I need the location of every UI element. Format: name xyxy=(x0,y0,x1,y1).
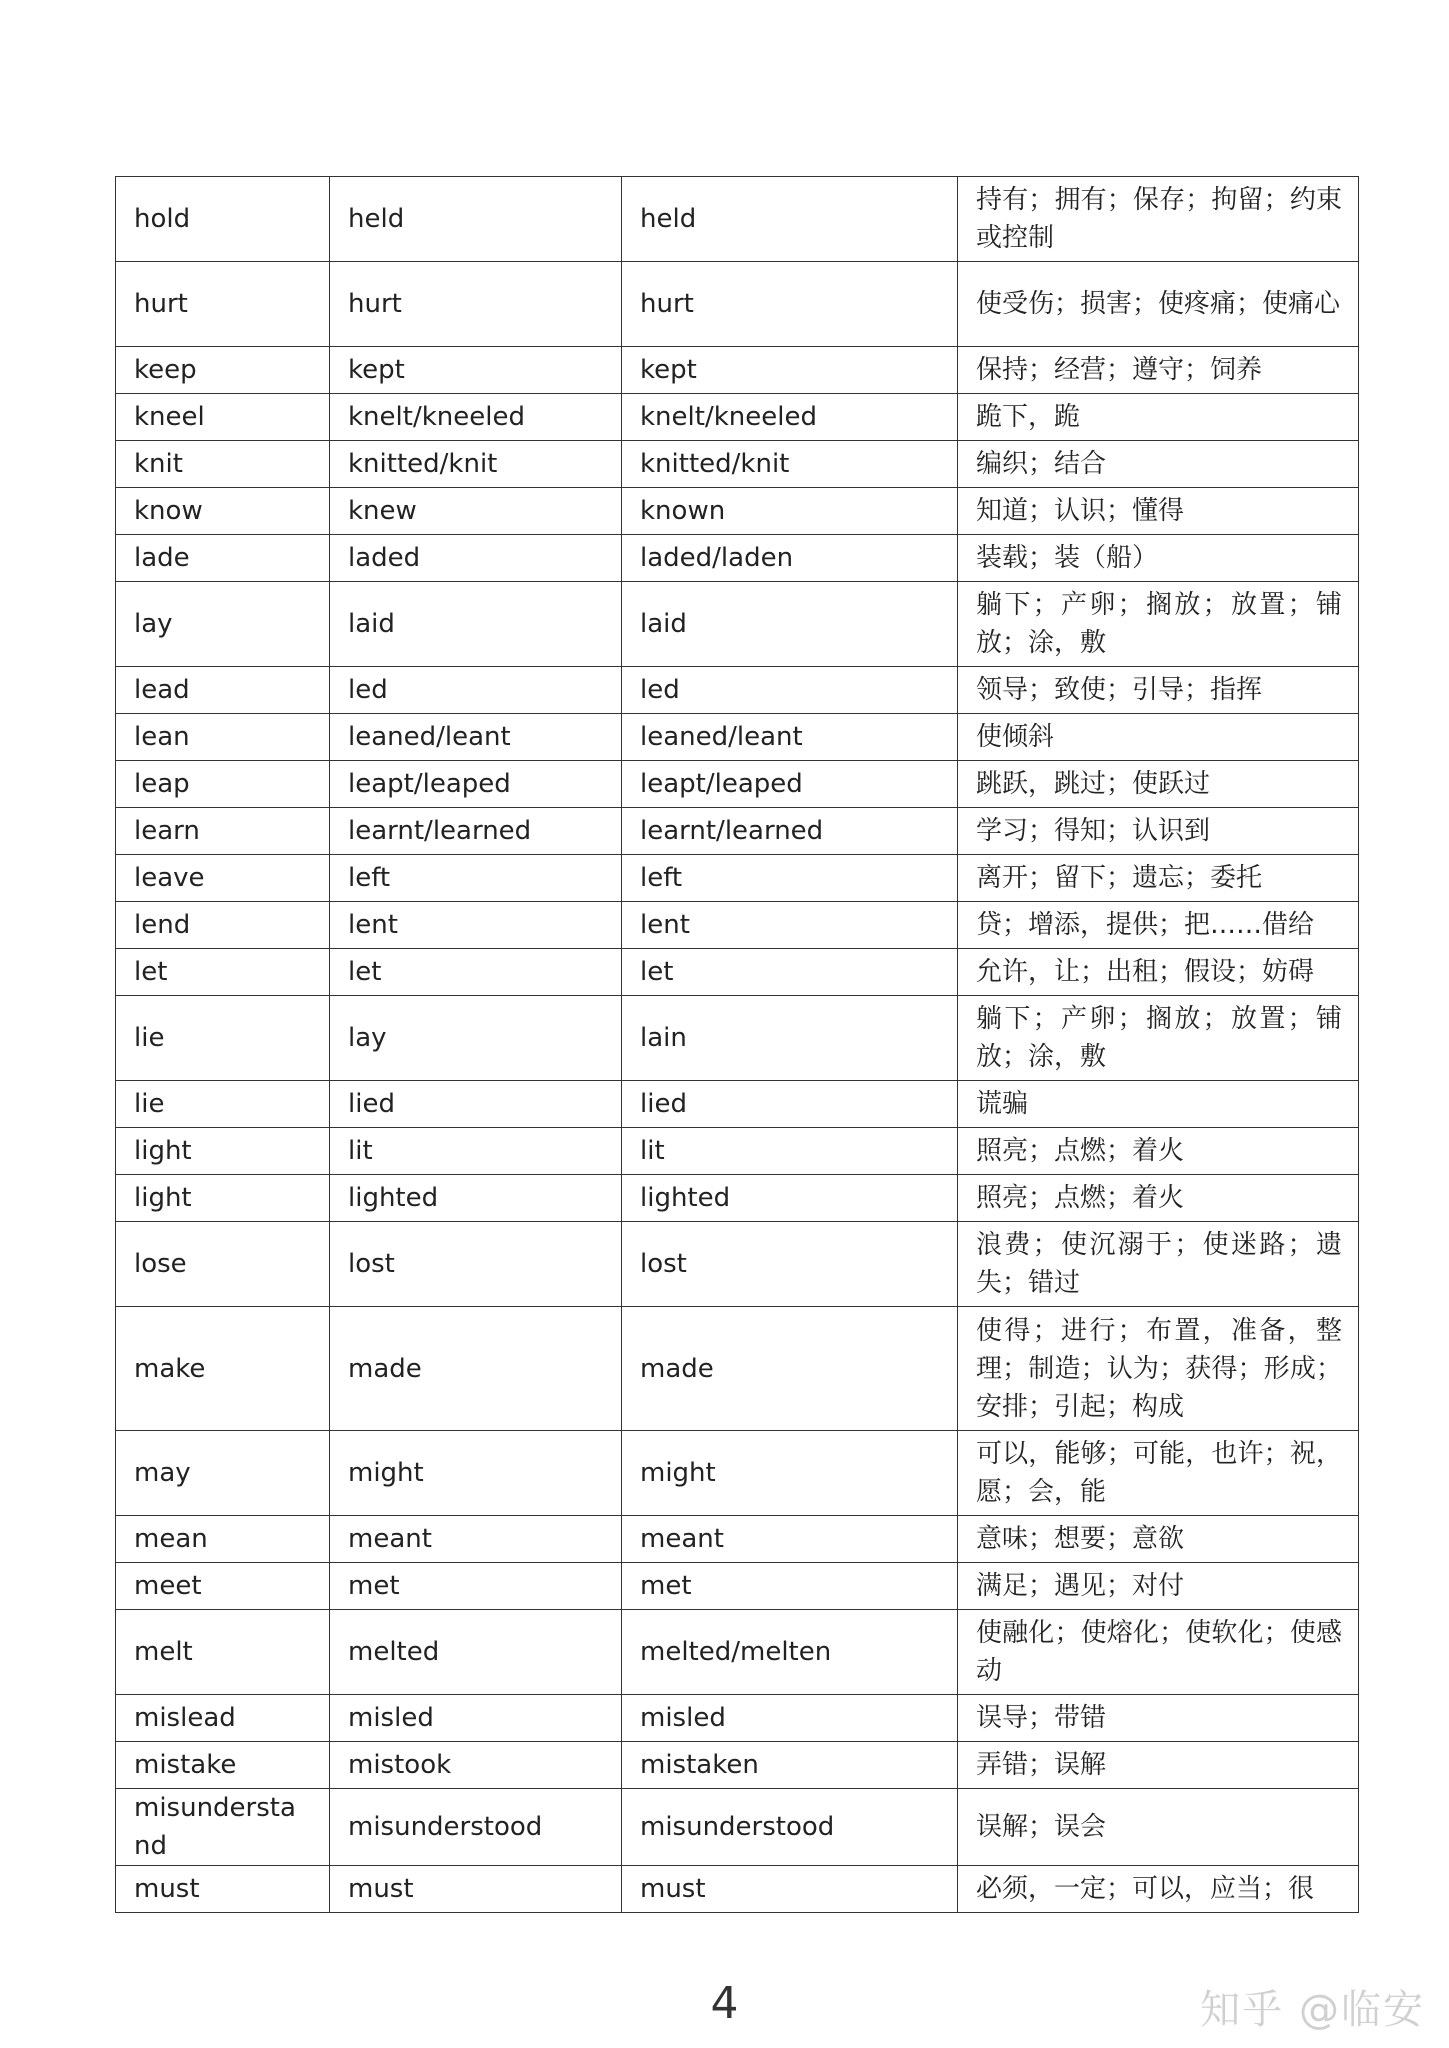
past-participle-cell: leaned/leant xyxy=(622,714,958,761)
meaning-cell: 弄错；误解 xyxy=(958,1742,1359,1789)
base-form-cell: lie xyxy=(116,996,330,1081)
past-tense-cell: lighted xyxy=(330,1175,622,1222)
table-row xyxy=(116,855,1359,902)
table-row xyxy=(116,1742,1359,1789)
table-row xyxy=(116,1222,1359,1307)
past-tense-cell: lent xyxy=(330,902,622,949)
past-tense-cell: knitted/knit xyxy=(330,441,622,488)
table-row xyxy=(116,262,1359,347)
table-row xyxy=(116,394,1359,441)
table-row xyxy=(116,1695,1359,1742)
table-row xyxy=(116,1610,1359,1695)
table-row xyxy=(116,996,1359,1081)
meaning-cell: 意味；想要；意欲 xyxy=(958,1516,1359,1563)
past-tense-cell: might xyxy=(330,1431,622,1516)
watermark: 知乎 @临安 xyxy=(1200,1987,1425,2033)
past-tense-cell: misled xyxy=(330,1695,622,1742)
base-form-cell: lay xyxy=(116,582,330,667)
past-tense-cell: left xyxy=(330,855,622,902)
base-form-cell: mean xyxy=(116,1516,330,1563)
meaning-cell: 误导；带错 xyxy=(958,1695,1359,1742)
meaning-cell: 知道；认识；懂得 xyxy=(958,488,1359,535)
past-tense-cell: knew xyxy=(330,488,622,535)
past-tense-cell: leaned/leant xyxy=(330,714,622,761)
past-participle-cell: leapt/leaped xyxy=(622,761,958,808)
past-tense-cell: hurt xyxy=(330,262,622,347)
meaning-cell: 照亮；点燃；着火 xyxy=(958,1128,1359,1175)
meaning-cell: 跳跃，跳过；使跃过 xyxy=(958,761,1359,808)
past-participle-cell: mistaken xyxy=(622,1742,958,1789)
past-participle-cell: misunderstood xyxy=(622,1789,958,1866)
past-participle-cell: lain xyxy=(622,996,958,1081)
base-form-cell: hold xyxy=(116,177,330,262)
table-row xyxy=(116,1175,1359,1222)
base-form-cell: kneel xyxy=(116,394,330,441)
base-form-cell: make xyxy=(116,1307,330,1431)
meaning-cell: 编织；结合 xyxy=(958,441,1359,488)
meaning-cell: 装载；装（船） xyxy=(958,535,1359,582)
table-row xyxy=(116,1516,1359,1563)
past-participle-cell: learnt/learned xyxy=(622,808,958,855)
past-participle-cell: made xyxy=(622,1307,958,1431)
meaning-cell: 躺下；产卵；搁放；放置；铺放；涂，敷 xyxy=(958,996,1359,1081)
past-tense-cell: leapt/leaped xyxy=(330,761,622,808)
table-row xyxy=(116,1128,1359,1175)
base-form-cell: light xyxy=(116,1175,330,1222)
table-row xyxy=(116,1307,1359,1431)
past-participle-cell: kept xyxy=(622,347,958,394)
meaning-cell: 误解；误会 xyxy=(958,1789,1359,1866)
past-participle-cell: hurt xyxy=(622,262,958,347)
table-row xyxy=(116,714,1359,761)
base-form-cell: lead xyxy=(116,667,330,714)
past-participle-cell: lit xyxy=(622,1128,958,1175)
table-body xyxy=(116,177,1359,1913)
base-form-cell: lade xyxy=(116,535,330,582)
meaning-cell: 躺下；产卵；搁放；放置；铺放；涂，敷 xyxy=(958,582,1359,667)
meaning-cell: 学习；得知；认识到 xyxy=(958,808,1359,855)
meaning-cell: 使融化；使熔化；使软化；使感动 xyxy=(958,1610,1359,1695)
past-tense-cell: let xyxy=(330,949,622,996)
past-tense-cell: held xyxy=(330,177,622,262)
table-row xyxy=(116,441,1359,488)
table-row xyxy=(116,1431,1359,1516)
past-participle-cell: might xyxy=(622,1431,958,1516)
past-participle-cell: left xyxy=(622,855,958,902)
base-form-cell: must xyxy=(116,1866,330,1913)
past-tense-cell: lay xyxy=(330,996,622,1081)
past-participle-cell: let xyxy=(622,949,958,996)
table-row xyxy=(116,535,1359,582)
past-tense-cell: lit xyxy=(330,1128,622,1175)
meaning-cell: 使受伤；损害；使疼痛；使痛心 xyxy=(958,262,1359,347)
base-form-cell: melt xyxy=(116,1610,330,1695)
past-tense-cell: kept xyxy=(330,347,622,394)
base-form-cell: mistake xyxy=(116,1742,330,1789)
base-form-cell: keep xyxy=(116,347,330,394)
past-participle-cell: must xyxy=(622,1866,958,1913)
meaning-cell: 谎骗 xyxy=(958,1081,1359,1128)
past-tense-cell: lost xyxy=(330,1222,622,1307)
table-row xyxy=(116,177,1359,262)
past-tense-cell: lied xyxy=(330,1081,622,1128)
base-form-cell: lean xyxy=(116,714,330,761)
table-row xyxy=(116,1563,1359,1610)
table-row xyxy=(116,1081,1359,1128)
base-form-cell: learn xyxy=(116,808,330,855)
meaning-cell: 必须，一定；可以，应当；很 xyxy=(958,1866,1359,1913)
meaning-cell: 保持；经营；遵守；饲养 xyxy=(958,347,1359,394)
verb-table-container xyxy=(115,176,1358,1913)
meaning-cell: 照亮；点燃；着火 xyxy=(958,1175,1359,1222)
past-tense-cell: meant xyxy=(330,1516,622,1563)
table-row xyxy=(116,902,1359,949)
meaning-cell: 可以，能够；可能，也许；祝，愿；会，能 xyxy=(958,1431,1359,1516)
past-tense-cell: learnt/learned xyxy=(330,808,622,855)
meaning-cell: 使得；进行；布置，准备，整理；制造；认为；获得；形成；安排；引起；构成 xyxy=(958,1307,1359,1431)
table-row xyxy=(116,1789,1359,1866)
table-row xyxy=(116,582,1359,667)
base-form-cell: lose xyxy=(116,1222,330,1307)
base-form-cell: knit xyxy=(116,441,330,488)
past-participle-cell: lost xyxy=(622,1222,958,1307)
past-participle-cell: held xyxy=(622,177,958,262)
past-tense-cell: knelt/kneeled xyxy=(330,394,622,441)
past-tense-cell: mistook xyxy=(330,1742,622,1789)
past-participle-cell: met xyxy=(622,1563,958,1610)
table-row xyxy=(116,347,1359,394)
past-tense-cell: melted xyxy=(330,1610,622,1695)
past-participle-cell: laded/laden xyxy=(622,535,958,582)
base-form-cell: leave xyxy=(116,855,330,902)
table-row xyxy=(116,761,1359,808)
past-participle-cell: knelt/kneeled xyxy=(622,394,958,441)
meaning-cell: 浪费；使沉溺于；使迷路；遗失；错过 xyxy=(958,1222,1359,1307)
base-form-cell: lie xyxy=(116,1081,330,1128)
base-form-cell: lend xyxy=(116,902,330,949)
table-row xyxy=(116,808,1359,855)
base-form-cell: let xyxy=(116,949,330,996)
past-participle-cell: lied xyxy=(622,1081,958,1128)
meaning-cell: 离开；留下；遗忘；委托 xyxy=(958,855,1359,902)
past-participle-cell: known xyxy=(622,488,958,535)
past-tense-cell: laid xyxy=(330,582,622,667)
meaning-cell: 使倾斜 xyxy=(958,714,1359,761)
past-tense-cell: laded xyxy=(330,535,622,582)
past-tense-cell: led xyxy=(330,667,622,714)
meaning-cell: 贷；增添，提供；把……借给 xyxy=(958,902,1359,949)
table-row xyxy=(116,949,1359,996)
meaning-cell: 满足；遇见；对付 xyxy=(958,1563,1359,1610)
meaning-cell: 允许，让；出租；假设；妨碍 xyxy=(958,949,1359,996)
base-form-cell: know xyxy=(116,488,330,535)
past-participle-cell: meant xyxy=(622,1516,958,1563)
page-number: 4 xyxy=(710,1978,739,2029)
base-form-cell: may xyxy=(116,1431,330,1516)
table-row xyxy=(116,488,1359,535)
meaning-cell: 领导；致使；引导；指挥 xyxy=(958,667,1359,714)
past-participle-cell: misled xyxy=(622,1695,958,1742)
past-participle-cell: knitted/knit xyxy=(622,441,958,488)
base-form-cell: mislead xyxy=(116,1695,330,1742)
table-row xyxy=(116,667,1359,714)
base-form-cell: leap xyxy=(116,761,330,808)
past-participle-cell: melted/melten xyxy=(622,1610,958,1695)
base-form-cell: light xyxy=(116,1128,330,1175)
past-tense-cell: met xyxy=(330,1563,622,1610)
base-form-cell: meet xyxy=(116,1563,330,1610)
past-tense-cell: misunderstood xyxy=(330,1789,622,1866)
past-tense-cell: made xyxy=(330,1307,622,1431)
past-participle-cell: led xyxy=(622,667,958,714)
past-tense-cell: must xyxy=(330,1866,622,1913)
base-form-cell: hurt xyxy=(116,262,330,347)
past-participle-cell: lent xyxy=(622,902,958,949)
meaning-cell: 跪下，跪 xyxy=(958,394,1359,441)
past-participle-cell: lighted xyxy=(622,1175,958,1222)
meaning-cell: 持有；拥有；保存；拘留；约束或控制 xyxy=(958,177,1359,262)
irregular-verb-table xyxy=(115,176,1359,1913)
table-row xyxy=(116,1866,1359,1913)
past-participle-cell: laid xyxy=(622,582,958,667)
base-form-cell: misunderstand xyxy=(116,1789,330,1866)
